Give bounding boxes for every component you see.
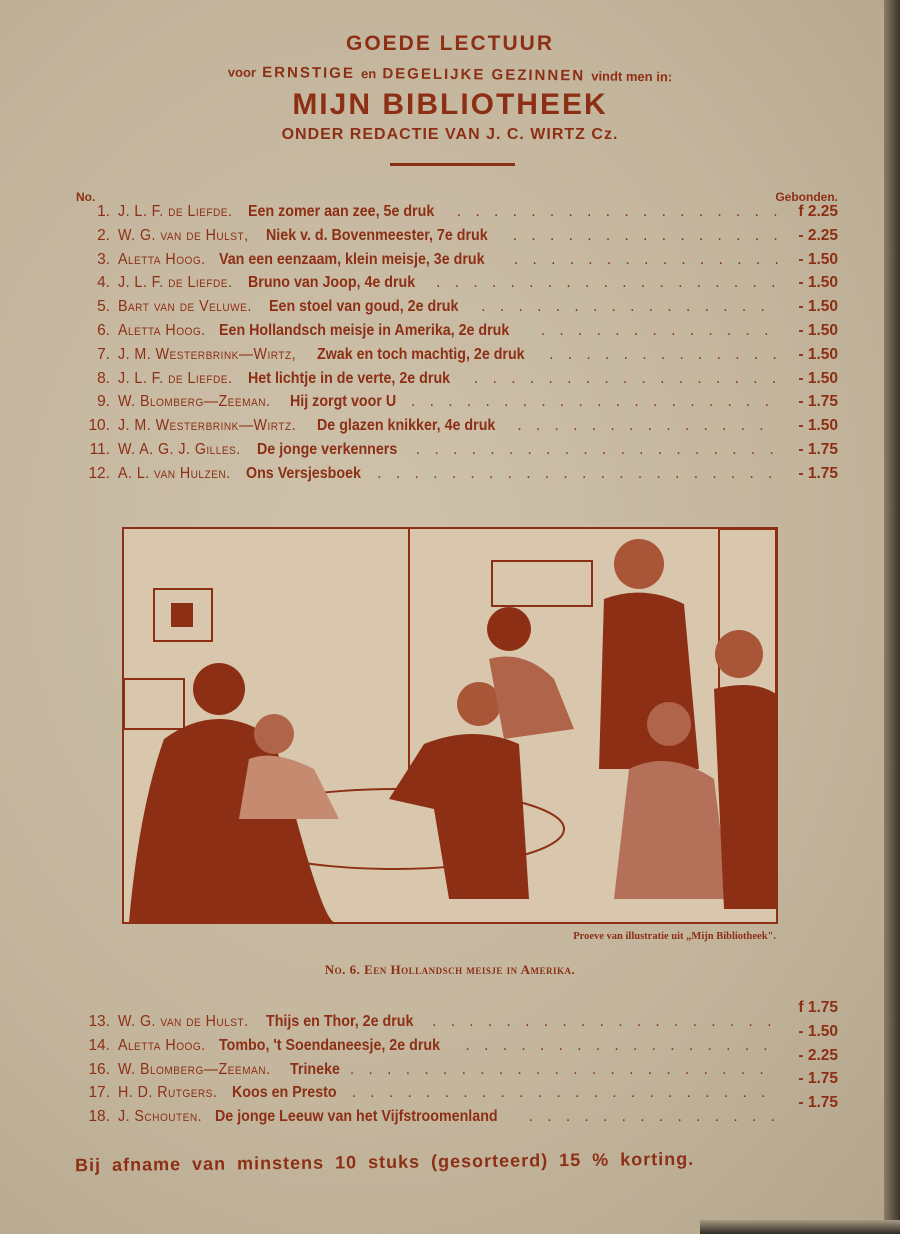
book-author: J. M. Westerbrink—Wirtz. [118,417,297,435]
book-author: Aletta Hoog. [118,250,206,268]
book-number: 14. [88,1036,110,1054]
book-row [66,298,838,322]
dot-leader [426,1013,778,1031]
book-title: Een stoel van goud, 2e druk [269,298,459,316]
book-title: Niek v. d. Bovenmeester, 7e druk [265,226,488,244]
book-number: 7. [97,345,110,363]
dot-leader [523,1108,778,1126]
book-author: Aletta Hoog. [118,321,206,339]
book-price: - 1.75 [798,1070,838,1088]
book-price: - 1.50 [798,298,838,316]
book-row [66,393,838,417]
sub-word: vindt men in: [591,68,673,85]
divider [390,163,515,166]
book-author: W. G. van de Hulst. [118,1013,249,1030]
book-author: Aletta Hoog. [118,1036,206,1054]
discount-note: Bij afname van minstens 10 stuks (gesorteerd) 15 % korting. [74,1148,695,1176]
book-author: J. Schouten. [118,1108,203,1126]
book-author: W. Blomberg—Zeeman. [118,1060,271,1078]
dot-leader [405,393,778,411]
book-title: Zwak en toch machtig, 2e druk [317,345,526,363]
dot-leader [508,251,778,269]
book-title: Tombo, 't Soendaneesje, 2e druk [219,1036,441,1054]
book-number: 13. [88,1013,110,1030]
page-title: MIJN BIBLIOTHEEK [292,88,608,121]
book-title: Een zomer aan zee, 5e druk [248,203,435,220]
book-author: J. M. Westerbrink—Wirtz, [118,345,297,363]
heading-subline [0,61,900,87]
book-number: 11. [89,440,110,458]
book-price: - 2.25 [798,1046,838,1064]
illustration-drawing [124,529,776,922]
book-author: A. L. van Hulzen. [118,464,231,482]
book-title: Hij zorgt voor U [289,393,396,411]
book-author: W. G. van de Hulst, [118,226,249,244]
dot-leader [344,1061,778,1079]
book-number: 2. [97,226,110,244]
book-price: - 2.25 [798,226,838,244]
book-title: De jonge Leeuw van het Vijfstroomenland [215,1108,499,1126]
book-title: Het lichtje in de verte, 2e druk [248,369,451,387]
book-price: - 1.75 [798,1094,838,1112]
book-row [66,1070,838,1108]
book-number: 4. [97,274,110,292]
book-list [66,203,838,489]
book-number: 3. [97,250,110,268]
book-row [66,322,838,346]
book-number: 17. [88,1084,110,1102]
illustration-caption: Proeve van illustratie uit „Mijn Bibliotheek". [573,931,776,942]
book-author: H. D. Rutgers. [118,1084,218,1102]
book-price: - 1.75 [798,440,838,458]
book-title: De glazen knikker, 4e druk [317,417,496,435]
illustration-subtitle: No. 6. Een Hollandsch meisje in Amerika. [324,962,576,977]
book-title: Van een eenzaam, klein meisje, 3e druk [219,250,485,268]
book-number: 16. [88,1060,110,1078]
book-title: De jonge verkenners [257,440,398,458]
book-title: Trineke [289,1060,340,1078]
dot-leader [475,298,778,316]
book-price: - 1.50 [798,250,838,268]
book-number: 6. [97,321,110,339]
dot-leader [468,370,778,388]
book-author: J. L. F. de Liefde. [118,203,233,220]
book-row [66,1046,838,1085]
book-row [66,370,838,394]
dot-leader [430,274,778,292]
sub-word: en [360,66,377,82]
dot-leader [371,465,778,483]
dot-leader [410,441,778,459]
book-author: J. L. F. de Liefde. [118,274,233,292]
book-number: 12. [88,464,110,482]
heading-goede-lectuur: GOEDE LECTUUR [345,32,554,55]
book-number: 1. [97,203,110,220]
book-author: J. L. F. de Liefde. [118,369,233,387]
book-list-2 [66,999,838,1132]
book-number: 10. [88,417,110,435]
book-row [66,1094,838,1132]
column-no: No. [76,190,96,204]
book-row [66,417,838,441]
book-title: Thijs en Thor, 2e druk [265,1013,414,1030]
book-title: Bruno van Joop, 4e druk [248,274,416,292]
dot-leader [535,322,778,340]
book-price: - 1.75 [798,393,838,411]
book-author: Bart van de Veluwe. [118,298,252,316]
book-price: f 2.25 [798,203,838,220]
book-price: - 1.75 [798,464,838,482]
column-price: Gebonden. [775,190,838,204]
book-row [66,999,838,1037]
book-price: - 1.50 [798,321,838,339]
page-edge-bottom [700,1220,900,1234]
book-price: - 1.50 [798,345,838,363]
book-price: - 1.50 [798,417,838,435]
book-author: W. Blomberg—Zeeman. [118,393,271,411]
book-title: Een Hollandsch meisje in Amerika, 2e druk [219,321,510,339]
dot-leader [460,1037,779,1055]
dot-leader [507,227,778,245]
book-row [66,346,838,370]
editor-line: ONDER REDACTIE VAN J. C. WIRTZ Cz. [281,126,619,143]
book-price: - 1.50 [798,1022,838,1040]
book-row [66,1022,838,1061]
book-number: 5. [97,298,110,316]
sub-word: voor [227,64,257,80]
book-author: W. A. G. J. Gilles. [118,440,241,458]
book-row [66,441,838,465]
book-number: 8. [97,369,110,387]
dot-leader [451,203,778,221]
book-row [66,203,838,227]
book-number: 18. [88,1108,110,1126]
book-price: f 1.75 [798,999,838,1016]
dot-leader [511,417,778,435]
sub-word: DEGELIJKE GEZINNEN [382,65,586,85]
book-number: 9. [97,393,110,411]
dot-leader [346,1084,778,1102]
book-price: - 1.50 [798,274,838,292]
book-row [66,465,838,489]
book-row [66,251,838,275]
book-title: Koos en Presto [231,1084,337,1102]
page-edge [884,0,900,1234]
sub-word: ERNSTIGE [262,64,355,83]
book-row [66,227,838,251]
book-row [66,274,838,298]
illustration [122,527,778,924]
book-title: Ons Versjesboek [246,464,362,482]
book-price: - 1.50 [798,369,838,387]
dot-leader [543,346,778,364]
